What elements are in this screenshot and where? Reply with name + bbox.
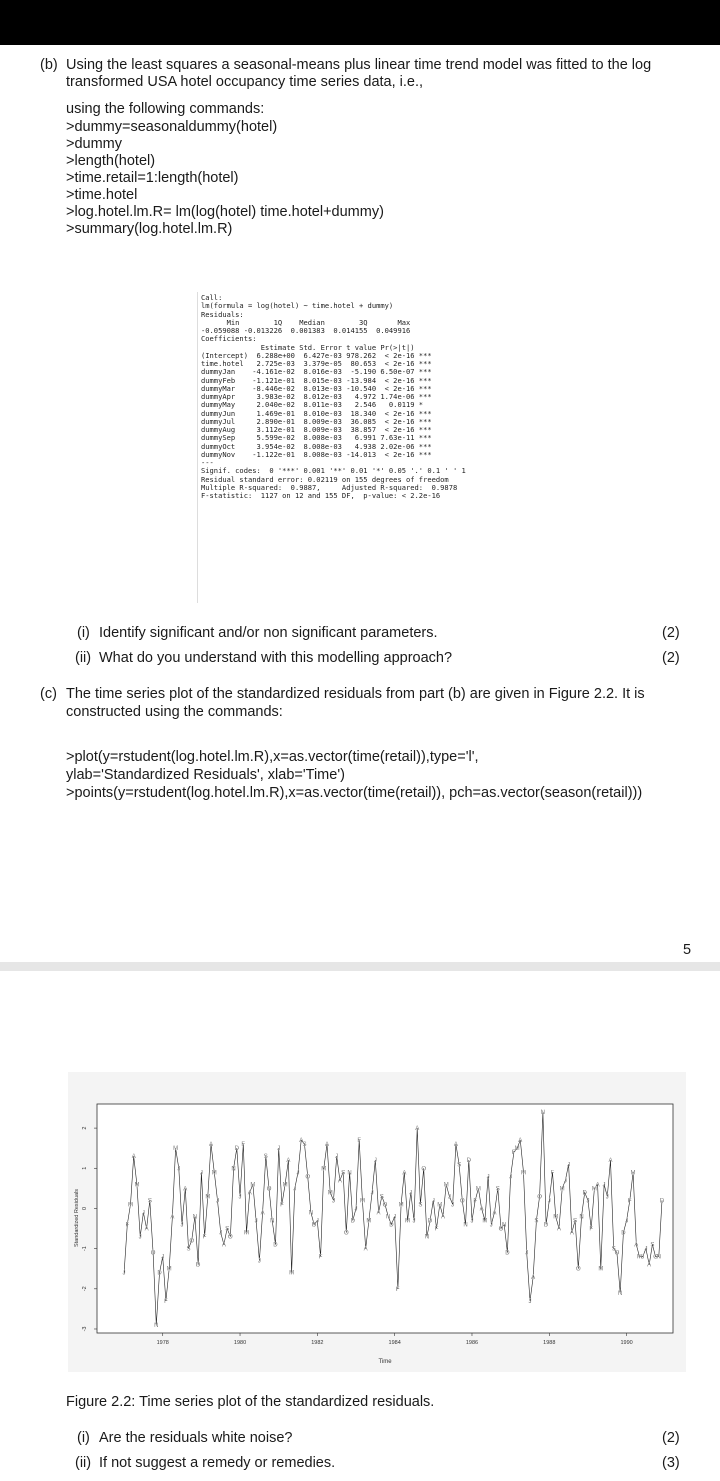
data-point-label: J: [451, 1202, 455, 1209]
data-point-label: M: [173, 1146, 179, 1153]
data-point-label: S: [341, 1170, 346, 1177]
data-point-label: D: [582, 1190, 587, 1197]
data-point-label: A: [608, 1158, 613, 1165]
data-point-label: J: [567, 1162, 571, 1169]
r-output-line: dummyMar -8.446e-02 8.013e-03 -10.540 < 2e-16 ***: [201, 383, 432, 393]
data-point-label: J: [180, 1222, 184, 1229]
r-output-line: Signif. codes: 0 '***' 0.001 '**' 0.01 '*' 0.05 '.' 0.1 ' ' 1: [201, 466, 466, 476]
x-axis: [157, 1333, 633, 1346]
data-point-label: F: [627, 1198, 632, 1205]
data-point-label: F: [512, 1150, 516, 1157]
data-point-label: O: [498, 1226, 504, 1233]
data-point-label: A: [131, 1154, 136, 1161]
data-point-label: N: [424, 1234, 430, 1241]
command-line: >log.hotel.lm.R= lm(log(hotel) time.hotel+dummy): [66, 204, 384, 220]
data-point-label: S: [418, 1202, 423, 1209]
data-point-label: N: [270, 1218, 275, 1225]
page-separator: [0, 962, 720, 971]
data-point-label: S: [263, 1154, 268, 1161]
command-line: >summary(log.hotel.lm.R): [66, 221, 233, 237]
data-point-label: F: [125, 1222, 130, 1229]
data-point-label: J: [563, 1178, 567, 1185]
question-fig-ii-label: (ii): [75, 1455, 92, 1471]
data-point-label: F: [202, 1234, 207, 1241]
question-fig-ii-marks: (3): [662, 1455, 680, 1471]
data-point-label: J: [141, 1210, 145, 1217]
data-point-label: M: [205, 1194, 211, 1201]
part-c-text-line2: constructed using the commands:: [66, 704, 283, 720]
r-output-line: dummyNov -1.122e-01 8.008e-03 -14.013 < 2e-16 ***: [201, 449, 432, 459]
data-point-label: N: [502, 1222, 507, 1229]
r-output-line: Min 1Q Median 3Q Max: [201, 317, 411, 327]
data-point-label: J: [215, 1198, 219, 1205]
data-point-label: J: [254, 1218, 258, 1225]
data-point-label: F: [318, 1254, 323, 1261]
data-point-label: N: [347, 1170, 352, 1177]
data-point-label: D: [466, 1158, 471, 1165]
data-point-label: J: [315, 1218, 319, 1225]
data-point-label: A: [531, 1274, 536, 1281]
data-point-label: N: [617, 1290, 623, 1297]
data-point-label: N: [656, 1254, 661, 1261]
data-point-label: D: [157, 1270, 162, 1277]
y-tick-label: -1: [82, 1246, 88, 1252]
x-tick-label: 1990: [620, 1340, 633, 1346]
data-point-label: F: [434, 1226, 439, 1233]
data-point-label: N: [192, 1214, 198, 1221]
r-summary-output: [197, 292, 545, 603]
r-output-line: Coefficients:: [201, 334, 257, 344]
data-point-label: A: [634, 1242, 639, 1249]
data-point-label: A: [247, 1190, 252, 1197]
r-output-line: Estimate Std. Error t value Pr(>|t|): [201, 342, 415, 352]
data-point-label: A: [286, 1158, 291, 1165]
data-point-label: M: [482, 1218, 488, 1225]
data-point-label: O: [150, 1250, 156, 1257]
data-point-label: O: [344, 1230, 349, 1237]
part-b-intro: Using the least squares a seasonal-means plus linear time trend model was fitted to the log transformed USA hotel occupancy time series data, i.e.,: [66, 57, 652, 90]
x-tick-label: 1986: [465, 1340, 479, 1346]
data-point-label: O: [653, 1254, 658, 1261]
r-output-line: ---: [201, 458, 214, 467]
r-output-line: time.hotel 2.725e-03 3.379e-05 80.653 < 2e-16 ***: [201, 359, 432, 368]
r-output-line: dummyJul 2.890e-01 8.009e-03 36.085 < 2e-16 ***: [201, 416, 432, 426]
y-axis: [82, 1127, 97, 1332]
question-fig-ii-text: If not suggest a remedy or remedies.: [99, 1455, 336, 1471]
data-point-label: J: [431, 1198, 435, 1205]
data-point-label: D: [273, 1242, 278, 1249]
data-point-label: F: [550, 1170, 555, 1177]
data-point-label: M: [359, 1198, 365, 1205]
r-output-line: Residual standard error: 0.02119 on 155 degrees of freedom: [201, 474, 449, 484]
data-point-label: A: [221, 1242, 226, 1249]
data-point-label: J: [238, 1194, 242, 1201]
data-point-label: S: [186, 1246, 191, 1253]
data-point-label: M: [134, 1182, 140, 1189]
data-point-label: N: [463, 1222, 468, 1229]
data-point-label: J: [602, 1182, 606, 1189]
r-output-line: dummyJan -4.161e-02 8.016e-03 -5.190 6.50e-07 ***: [201, 367, 432, 377]
data-point-label: A: [479, 1206, 484, 1213]
data-point-label: A: [518, 1138, 523, 1145]
data-point-label: A: [595, 1182, 600, 1189]
data-point-label: J: [177, 1166, 181, 1173]
data-point-label: J: [373, 1158, 377, 1165]
data-point-label: J: [489, 1222, 493, 1229]
data-point-label: M: [366, 1218, 372, 1225]
data-point-label: M: [128, 1202, 134, 1209]
data-point-label: J: [470, 1218, 474, 1225]
data-point-label: M: [398, 1202, 404, 1209]
part-c-label: (c): [40, 686, 57, 702]
data-point-label: J: [335, 1154, 339, 1161]
question-b-ii-marks: (2): [662, 650, 680, 666]
command-line: >time.retail=1:length(hotel): [66, 170, 239, 186]
plot-area-box: [97, 1104, 673, 1333]
data-point-label: S: [379, 1194, 384, 1201]
data-point-label: S: [147, 1198, 152, 1205]
data-point-label: D: [350, 1218, 355, 1225]
data-point-label: O: [537, 1194, 542, 1201]
data-point-label: M: [211, 1170, 217, 1177]
part-b-commands-intro: using the following commands:: [66, 101, 265, 117]
x-tick-label: 1978: [156, 1340, 169, 1346]
data-point-label: J: [138, 1234, 142, 1241]
data-point-label: A: [647, 1262, 652, 1269]
question-b-ii-label: (ii): [75, 650, 92, 666]
part-c-text-line1: The time series plot of the standardized residuals from part (b) are given in Figure 2.2. It is: [66, 686, 645, 702]
r-output-line: dummyApr 3.983e-02 8.012e-03 4.972 1.74e-06 ***: [201, 392, 432, 401]
data-point-label: J: [605, 1194, 609, 1201]
data-point-label: M: [437, 1202, 443, 1209]
data-point-label: N: [308, 1210, 314, 1217]
r-output-line: dummySep 5.599e-02 8.008e-03 6.991 7.63e-11 ***: [201, 433, 432, 443]
data-point-label: M: [282, 1182, 288, 1189]
data-point-label: J: [447, 1194, 451, 1201]
x-tick-label: 1982: [311, 1340, 324, 1346]
data-point-label: M: [243, 1230, 249, 1237]
data-point-label: A: [144, 1226, 149, 1233]
data-point-label: A: [415, 1126, 420, 1133]
data-point-label: D: [543, 1222, 549, 1229]
data-point-label: O: [189, 1238, 195, 1245]
data-point-label: D: [659, 1198, 665, 1205]
data-point-label: A: [299, 1138, 304, 1145]
data-point-label: A: [337, 1178, 342, 1185]
part-b-commands: [66, 119, 384, 238]
data-point-label: J: [331, 1198, 335, 1205]
data-point-label: S: [302, 1142, 307, 1149]
data-point-label: D: [621, 1230, 626, 1237]
y-tick-label: -2: [82, 1286, 88, 1292]
question-b-ii-text: What do you understand with this modelling approach?: [99, 650, 453, 666]
r-output-line: dummyFeb -1.121e-01 8.015e-03 -13.984 < 2e-16 ***: [201, 375, 432, 385]
data-point-label: J: [257, 1258, 261, 1265]
data-point-label: F: [589, 1226, 594, 1233]
data-point-label: M: [250, 1182, 256, 1189]
figure-2-2-panel: [68, 1072, 686, 1372]
data-point-label: M: [598, 1266, 604, 1273]
data-point-label: O: [228, 1234, 233, 1241]
data-point-label: J: [641, 1254, 645, 1261]
top-bar: [0, 0, 720, 45]
data-point-label: O: [459, 1198, 465, 1205]
data-point-label: O: [305, 1174, 311, 1181]
data-point-label: A: [183, 1186, 188, 1193]
part-c-command-1: >plot(y=rstudent(log.hotel.lm.R),x=as.vector(time(retail)),type='l',: [66, 749, 479, 765]
part-c-command-3: >points(y=rstudent(log.hotel.lm.R),x=as.vector(time(retail)), pch=as.vector(season(retail))): [66, 785, 643, 801]
r-output-line: lm(formula = log(hotel) ~ time.hotel + dummy): [201, 301, 394, 311]
r-output-line: dummyMay 2.040e-02 8.011e-03 2.546 0.0119 *: [201, 400, 424, 410]
data-point-label: J: [509, 1174, 513, 1181]
command-line: >dummy=seasonaldummy(hotel): [66, 119, 278, 135]
data-point-label: D: [311, 1222, 317, 1229]
data-point-label: M: [166, 1266, 172, 1273]
part-b-label: (b): [40, 57, 58, 73]
data-point-label: F: [473, 1198, 478, 1205]
data-point-label: O: [266, 1186, 272, 1193]
y-tick-label: 1: [82, 1166, 88, 1170]
data-point-label: S: [457, 1162, 462, 1169]
y-axis-label: Standardized Residuals: [74, 1188, 80, 1248]
data-point-label: A: [556, 1226, 561, 1233]
data-point-label: M: [327, 1190, 333, 1197]
data-point-label: N: [154, 1322, 159, 1329]
data-point-label: M: [553, 1214, 559, 1221]
data-point-label: N: [579, 1214, 584, 1221]
data-point-label: J: [409, 1190, 413, 1197]
data-point-label: J: [586, 1198, 590, 1205]
data-point-label: S: [225, 1226, 230, 1233]
data-point-label: M: [321, 1166, 327, 1173]
data-point-label: S: [534, 1218, 539, 1225]
question-fig-i-marks: (2): [662, 1430, 680, 1446]
data-point-label: N: [386, 1214, 391, 1221]
data-point-label: J: [293, 1186, 297, 1193]
page-number: 5: [683, 942, 692, 958]
r-output-line: F-statistic: 1127 on 12 and 155 DF, p-value: < 2.2e-16: [201, 491, 441, 500]
data-point-label: J: [625, 1218, 629, 1225]
data-point-label: J: [219, 1230, 223, 1237]
data-point-label: J: [393, 1214, 397, 1221]
r-output-line: dummyJun 1.469e-01 8.010e-03 18.340 < 2e-16 ***: [201, 408, 432, 418]
data-point-label: A: [260, 1210, 265, 1217]
data-point-label: A: [492, 1210, 497, 1217]
command-line: >time.hotel: [66, 187, 138, 203]
data-point-label: J: [354, 1206, 358, 1213]
data-point-label: F: [280, 1202, 284, 1209]
question-b-i-marks: (2): [662, 625, 680, 641]
data-point-label: S: [573, 1218, 578, 1225]
data-point-label: M: [591, 1186, 597, 1193]
data-point-label: O: [382, 1202, 388, 1209]
data-point-label: J: [122, 1270, 126, 1277]
data-point-label: F: [164, 1298, 168, 1305]
question-fig-i-label: (i): [77, 1430, 90, 1446]
data-point-label: M: [630, 1170, 636, 1177]
data-point-label: D: [505, 1250, 510, 1257]
data-point-label: J: [412, 1218, 416, 1225]
part-c-command-2: ylab='Standardized Residuals', xlab='Time'): [66, 767, 345, 783]
data-point-label: A: [569, 1230, 574, 1237]
command-line: >length(hotel): [66, 153, 156, 169]
data-point-label: O: [421, 1166, 426, 1173]
x-tick-label: 1988: [543, 1340, 556, 1346]
data-point-label: S: [495, 1186, 500, 1193]
r-output-line: -0.059088 -0.013226 0.001383 0.014155 0.049916: [201, 326, 411, 335]
r-output-line: (Intercept) 6.288e+00 6.427e-03 978.262 < 2e-16 ***: [201, 350, 432, 360]
data-point-label: D: [195, 1262, 201, 1269]
data-point-label: M: [559, 1186, 565, 1193]
data-point-label: M: [514, 1146, 520, 1153]
data-point-label: A: [402, 1170, 407, 1177]
data-point-label: F: [357, 1138, 362, 1145]
data-point-label: A: [453, 1142, 458, 1149]
data-point-label: F: [396, 1286, 400, 1293]
data-point-label: J: [528, 1298, 532, 1305]
x-axis-label: Time: [378, 1359, 392, 1365]
data-point-label: J: [277, 1146, 281, 1153]
r-output-line: dummyAug 3.112e-01 8.009e-03 38.857 < 2e-16 ***: [201, 425, 432, 434]
question-b-i-label: (i): [77, 625, 90, 641]
data-point-label: M: [405, 1218, 411, 1225]
data-point-label: O: [575, 1266, 581, 1273]
data-point-label: N: [540, 1110, 546, 1117]
data-point-label: J: [199, 1170, 203, 1177]
r-output-line: Residuals:: [201, 309, 244, 319]
data-point-label: A: [170, 1214, 175, 1221]
data-point-label: M: [521, 1170, 527, 1177]
data-point-label: J: [370, 1190, 374, 1197]
data-point-label: J: [296, 1170, 300, 1177]
command-line: >dummy: [66, 136, 123, 152]
data-point-label: M: [475, 1186, 481, 1193]
r-output-line: dummyOct 3.954e-02 8.008e-03 4.938 2.02e-06 ***: [201, 441, 432, 451]
data-point-label: S: [650, 1242, 655, 1249]
data-point-label: D: [427, 1218, 433, 1225]
data-point-label: M: [289, 1270, 295, 1277]
data-point-label: D: [389, 1222, 394, 1229]
data-point-label: O: [614, 1250, 620, 1257]
data-point-label: F: [241, 1142, 246, 1149]
x-tick-label: 1984: [388, 1340, 401, 1346]
data-point-label: A: [440, 1214, 445, 1221]
data-point-label: J: [525, 1250, 529, 1257]
y-tick-label: 0: [82, 1206, 88, 1210]
r-output-line: Call:: [201, 293, 223, 302]
data-point-label: J: [486, 1174, 490, 1181]
data-point-label: J: [161, 1254, 165, 1261]
r-output-line: Multiple R-squared: 0.9887, Adjusted R-squared: 0.9878: [201, 482, 458, 492]
data-point-label: N: [231, 1166, 236, 1173]
data-point-label: J: [547, 1198, 551, 1205]
residuals-chart: [68, 1072, 686, 1372]
figure-caption: Figure 2.2: Time series plot of the standardized residuals.: [66, 1394, 435, 1410]
question-fig-i-text: Are the residuals white noise?: [99, 1430, 293, 1446]
data-point-label: A: [325, 1142, 330, 1149]
data-point-label: M: [636, 1254, 642, 1261]
question-b-i-text: Identify significant and/or non significant parameters.: [99, 625, 438, 641]
y-tick-label: 2: [82, 1126, 88, 1130]
data-point-label: J: [644, 1246, 648, 1253]
x-tick-label: 1980: [233, 1340, 247, 1346]
data-point-label: A: [209, 1142, 214, 1149]
data-point-label: A: [363, 1246, 368, 1253]
y-tick-label: -3: [82, 1326, 88, 1332]
data-point-label: S: [611, 1246, 616, 1253]
data-point-label: A: [376, 1210, 381, 1217]
data-point-label: D: [234, 1146, 239, 1153]
data-point-label: M: [443, 1182, 449, 1189]
